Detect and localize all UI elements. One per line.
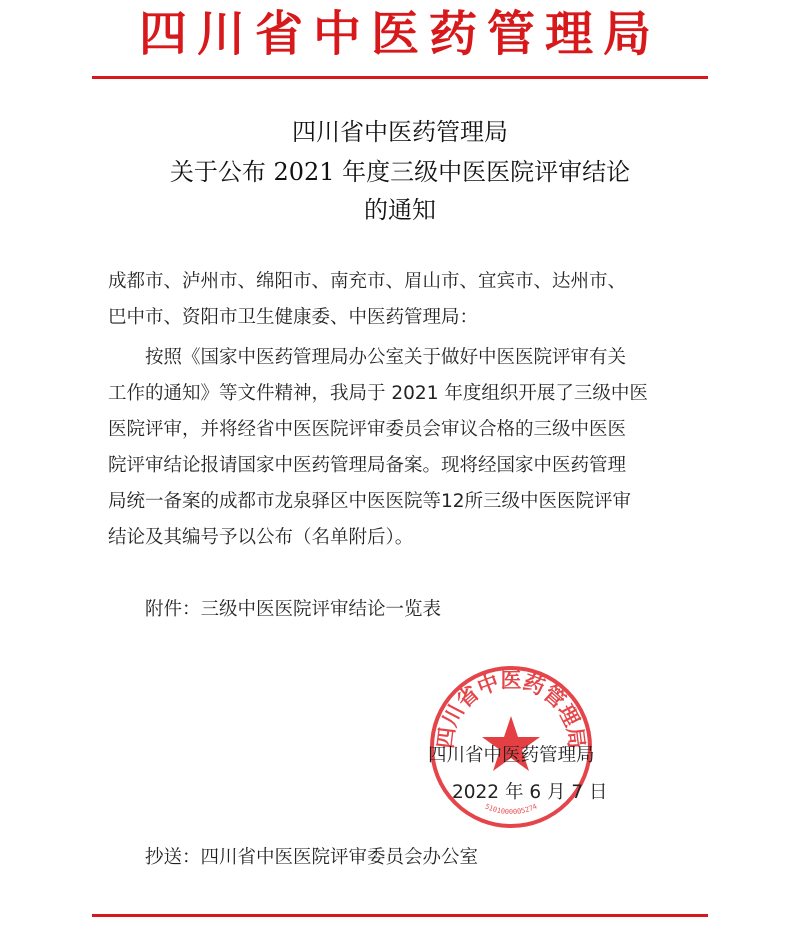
body-line: 结论及其编号予以公布（名单附后）。 bbox=[108, 527, 414, 548]
attachment-note: 附件：三级中医医院评审结论一览表 bbox=[145, 599, 442, 620]
recipients-line2: 巴中市、资阳市卫生健康委、中医药管理局： bbox=[108, 307, 479, 328]
cc-line: 抄送：四川省中医医院评审委员会办公室 bbox=[145, 847, 479, 868]
seal-text: 四川省中医药管理局 bbox=[433, 668, 589, 750]
letterhead-rule-top bbox=[92, 76, 708, 79]
recipients-line1: 成都市、泸州市、绵阳市、南充市、眉山市、宜宾市、达州市、 bbox=[108, 271, 627, 292]
document-title-line3: 的通知 bbox=[364, 196, 436, 224]
body-line: 医院评审，并将经省中医医院评审委员会审议合格的三级中医医 bbox=[108, 419, 627, 440]
letterhead-title: 四川省中医药管理局 bbox=[138, 6, 661, 62]
body-line: 按照《国家中医药管理局办公室关于做好中医医院评审有关 bbox=[145, 347, 627, 368]
body-line: 院评审结论报请国家中医药管理局备案。现将经国家中医药管理 bbox=[108, 455, 627, 476]
signature-org: 四川省中医药管理局 bbox=[428, 745, 595, 766]
signature-date: 2022 年 6 月 7 日 bbox=[452, 782, 608, 803]
document-title-line1: 四川省中医药管理局 bbox=[292, 118, 508, 146]
seal-code: 5101000005274 bbox=[483, 802, 539, 817]
document-title-line2: 关于公布 2021 年度三级中医医院评审结论 bbox=[169, 158, 631, 186]
letterhead-rule-bottom bbox=[92, 914, 708, 917]
body-line: 局统一备案的成都市龙泉驿区中医医院等12所三级中医医院评审 bbox=[108, 491, 632, 512]
body-line: 工作的通知》等文件精神，我局于 2021 年度组织开展了三级中医 bbox=[108, 383, 648, 404]
